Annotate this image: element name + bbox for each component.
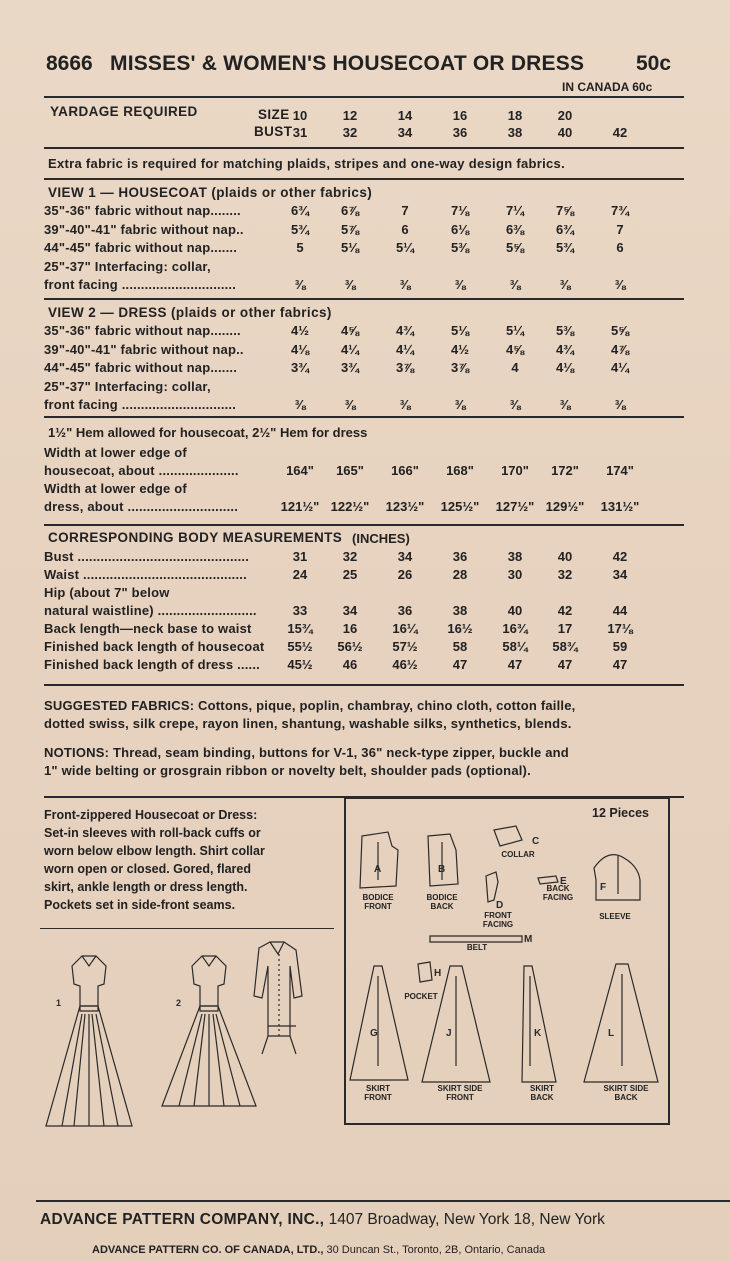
table-row	[44, 621, 684, 639]
table-cell: 57½	[392, 639, 418, 654]
table-cell: 47	[612, 657, 628, 672]
table-cell: 31	[292, 549, 308, 564]
table-cell: 170"	[501, 463, 529, 478]
table-row	[44, 463, 684, 481]
table-cell: 6¾	[555, 221, 575, 237]
table-cell: 3⅞	[395, 360, 415, 375]
description	[44, 806, 324, 914]
row-label: natural waistline) ..........................	[44, 603, 257, 618]
table-cell: ⅜	[509, 277, 521, 292]
row-label: Hip (about 7" below	[44, 585, 170, 600]
table-cell: 3¾	[340, 360, 360, 375]
fabrics-line2: dotted swiss, silk crepe, rayon linen, shantung, washable silks, synthetics, blends.	[44, 716, 572, 731]
table-cell: 4¼	[340, 341, 360, 357]
table-cell: 129½"	[545, 499, 585, 514]
table-cell: 4⅝	[505, 341, 525, 357]
table-cell: ⅜	[454, 277, 466, 292]
description-line: worn below elbow length. Shirt collar	[44, 844, 265, 858]
table-cell: ⅜	[509, 397, 521, 412]
table-cell: ⅜	[614, 397, 626, 412]
table-cell: ⅜	[559, 397, 571, 412]
table-row	[44, 277, 684, 295]
row-label: Width at lower edge of	[44, 481, 187, 496]
piece-letter-c: C	[532, 836, 540, 847]
table-cell: 5⅝	[505, 240, 525, 255]
bust-cell: 38	[507, 125, 523, 140]
table-row	[44, 360, 684, 378]
table-cell: 46	[342, 657, 358, 672]
piece-name-b: BODICE BACK	[426, 893, 458, 911]
table-cell: 17	[557, 621, 573, 636]
table-cell: 34	[342, 603, 358, 618]
row-label: Width at lower edge of	[44, 445, 187, 460]
table-cell: 5⅝	[610, 323, 630, 338]
row-label: 35"-36" fabric without nap........	[44, 203, 241, 218]
notions-line1: Thread, seam binding, buttons for V-1, 36" neck-type zipper, buckle and	[112, 745, 569, 760]
table-cell: 4⅝	[340, 323, 360, 338]
table-row	[44, 445, 684, 463]
row-label: front facing ..............................	[44, 277, 237, 292]
table-row	[44, 240, 684, 258]
pattern-number: 8666	[46, 52, 93, 75]
table-cell: 6⅞	[340, 203, 360, 218]
table-cell: ⅜	[344, 277, 356, 292]
fabrics-line1: Cottons, pique, poplin, chambray, chino cloth, cotton faille,	[198, 698, 576, 713]
table-cell: 34	[612, 567, 628, 582]
size-label: SIZE	[258, 107, 290, 122]
table-cell: ⅜	[559, 277, 571, 292]
table-cell: 6¾	[290, 203, 310, 218]
body-title: CORRESPONDING BODY MEASUREMENTS	[48, 530, 343, 545]
extra-fabric-note: Extra fabric is required for matching plaids, stripes and one-way design fabrics.	[48, 156, 565, 171]
view2-title: VIEW 2 — DRESS (plaids or other fabrics)	[48, 305, 332, 320]
row-label: Finished back length of housecoat	[44, 639, 265, 654]
table-cell: 121½"	[280, 499, 320, 514]
bust-row	[44, 125, 684, 143]
table-cell: 5¼	[505, 323, 525, 338]
piece-name-a: BODICE FRONT	[362, 893, 394, 911]
bust-cell: 34	[397, 125, 413, 140]
table-cell: 5⅛	[450, 323, 470, 338]
row-label: Finished back length of dress ......	[44, 657, 260, 672]
table-cell: ⅜	[294, 277, 306, 292]
table-cell: 4¼	[610, 360, 630, 375]
size-cell: 16	[452, 108, 468, 123]
suggested-fabrics	[44, 697, 694, 733]
table-cell: 123½"	[385, 499, 425, 514]
piece-letter-e: E	[560, 876, 567, 887]
table-cell: 5	[296, 240, 304, 255]
piece-name-c: COLLAR	[501, 850, 535, 859]
table-row	[44, 639, 684, 657]
price: 50c	[636, 52, 672, 75]
table-cell: 4⅛	[555, 360, 575, 375]
table-row	[44, 259, 684, 277]
piece-name-h: POCKET	[404, 992, 438, 1001]
size-cell: 14	[397, 108, 413, 123]
table-cell: 32	[342, 549, 358, 564]
table-cell: 6⅛	[450, 221, 470, 237]
table-cell: 6⅜	[505, 221, 525, 237]
table-cell: 7	[401, 203, 409, 218]
row-label: Bust .............................................	[44, 549, 250, 564]
row-label: 25"-37" Interfacing: collar,	[44, 258, 211, 274]
table-cell: 164"	[286, 463, 314, 478]
table-cell: 4¼	[395, 341, 415, 357]
table-row	[44, 323, 684, 341]
table-cell: 40	[507, 603, 523, 618]
pattern-pieces-diagram	[346, 820, 664, 1118]
description-line: Front-zippered Housecoat or Dress:	[44, 808, 258, 822]
table-cell: ⅜	[454, 397, 466, 412]
garment-illustrations	[34, 936, 334, 1136]
piece-letter-m: M	[524, 934, 533, 945]
piece-letter-f: F	[600, 882, 607, 893]
table-cell: 5¾	[290, 221, 310, 237]
description-line: Pockets set in side-front seams.	[44, 898, 236, 912]
piece-name-j: SKIRT SIDE FRONT	[437, 1084, 483, 1102]
company-name: ADVANCE PATTERN COMPANY, INC.,	[40, 1211, 325, 1228]
table-cell: 16½	[447, 621, 473, 636]
notions-line2: 1" wide belting or grosgrain ribbon or novelty belt, shoulder pads (optional).	[44, 763, 531, 778]
table-cell: ⅜	[399, 397, 411, 412]
table-cell: 5⅜	[450, 240, 470, 255]
size-cell: 10	[292, 108, 308, 123]
table-row	[44, 549, 684, 567]
table-cell: 34	[397, 549, 413, 564]
canada-price: IN CANADA 60c	[562, 80, 653, 94]
description-line: Set-in sleeves with roll-back cuffs or	[44, 826, 261, 840]
pieces-count: 12 Pieces	[592, 806, 649, 820]
footer-canada	[92, 1244, 545, 1256]
size-row	[44, 108, 684, 126]
table-cell: 7⅛	[450, 203, 470, 218]
table-cell: 16	[342, 621, 358, 636]
table-cell: 166"	[391, 463, 419, 478]
table-cell: 42	[612, 549, 628, 564]
size-cell: 18	[507, 108, 523, 123]
table-cell: 58	[452, 639, 468, 654]
table-cell: 3⅞	[450, 360, 470, 375]
piece-letter-d: D	[496, 900, 504, 911]
table-row	[44, 379, 684, 397]
table-cell: 6	[616, 240, 624, 255]
size-cell: 12	[342, 108, 358, 123]
table-cell: 168"	[446, 463, 474, 478]
table-cell: 58¾	[552, 639, 578, 654]
table-row	[44, 397, 684, 415]
bust-cell: 40	[557, 125, 573, 140]
table-cell: 44	[612, 603, 628, 618]
table-cell: 127½"	[495, 499, 535, 514]
table-cell: 5⅞	[340, 221, 360, 237]
canada-address: 30 Duncan St., Toronto, 2B, Ontario, Canada	[326, 1244, 546, 1256]
table-row	[44, 585, 684, 603]
row-label: 25"-37" Interfacing: collar,	[44, 378, 211, 394]
piece-name-m: BELT	[466, 943, 488, 952]
table-cell: 5⅜	[555, 323, 575, 338]
row-label: 44"-45" fabric without nap.......	[44, 360, 238, 375]
table-cell: 7⅝	[555, 203, 575, 218]
table-cell: 45½	[287, 657, 313, 672]
table-cell: 7¼	[505, 203, 525, 218]
piece-name-k: SKIRT BACK	[530, 1084, 554, 1102]
table-row	[44, 342, 684, 360]
piece-name-l: SKIRT SIDE BACK	[603, 1084, 649, 1102]
table-cell: ⅜	[294, 397, 306, 412]
table-cell: 15¾	[287, 621, 313, 636]
table-cell: 47	[452, 657, 468, 672]
table-row	[44, 222, 684, 240]
piece-letter-g: G	[370, 1028, 378, 1039]
hem-note: 1½" Hem allowed for housecoat, 2½" Hem for dress	[48, 425, 368, 440]
view-number-2: 2	[176, 998, 182, 1008]
table-cell: 30	[507, 567, 523, 582]
table-cell: 122½"	[330, 499, 370, 514]
table-row	[44, 657, 684, 675]
table-cell: 172"	[551, 463, 579, 478]
table-cell: 46½	[392, 657, 418, 672]
table-cell: 125½"	[440, 499, 480, 514]
piece-letter-h: H	[434, 968, 442, 979]
row-label: 44"-45" fabric without nap.......	[44, 240, 238, 255]
table-cell: 165"	[336, 463, 364, 478]
row-label: Waist ...........................................	[44, 567, 247, 582]
size-cell: 20	[557, 108, 573, 123]
piece-letter-a: A	[374, 864, 382, 875]
row-label: front facing ..............................	[44, 397, 237, 412]
piece-letter-b: B	[438, 864, 446, 875]
table-cell: 59	[612, 639, 628, 654]
piece-letter-j: J	[446, 1028, 452, 1039]
table-cell: 47	[557, 657, 573, 672]
notions	[44, 744, 704, 780]
bust-cell: 42	[612, 125, 628, 140]
table-cell: 4¾	[395, 323, 415, 338]
table-cell: 4	[511, 360, 519, 375]
table-cell: 4⅞	[610, 341, 630, 357]
table-cell: 3¾	[290, 360, 310, 375]
table-cell: 4½	[290, 323, 310, 338]
table-row	[44, 481, 684, 499]
table-cell: 7	[616, 221, 624, 237]
piece-name-f: SLEEVE	[599, 912, 631, 921]
table-row	[44, 203, 684, 221]
row-label: Back length—neck base to waist	[44, 621, 252, 636]
table-cell: 28	[452, 567, 468, 582]
body-title-units: (INCHES)	[352, 531, 410, 546]
fabrics-label: SUGGESTED FABRICS:	[44, 698, 195, 713]
table-cell: 6	[401, 221, 409, 237]
table-cell: 24	[292, 567, 308, 582]
table-cell: 40	[557, 549, 573, 564]
piece-name-g: SKIRT FRONT	[364, 1084, 392, 1102]
table-cell: 5⅛	[340, 240, 360, 255]
table-cell: 38	[452, 603, 468, 618]
table-cell: 4⅛	[290, 341, 310, 357]
table-cell: 33	[292, 603, 308, 618]
table-row	[44, 603, 684, 621]
table-cell: 17⅛	[607, 621, 633, 636]
piece-name-d: FRONT FACING	[482, 911, 514, 929]
table-row	[44, 499, 684, 517]
table-cell: 5¾	[555, 240, 575, 255]
footer-main	[40, 1211, 605, 1229]
table-cell: 58¼	[502, 639, 528, 654]
piece-letter-l: L	[608, 1028, 615, 1039]
table-cell: 38	[507, 549, 523, 564]
table-cell: 36	[452, 549, 468, 564]
table-cell: 56½	[337, 639, 363, 654]
table-cell: 4¾	[555, 341, 575, 357]
table-cell: 131½"	[600, 499, 640, 514]
table-cell: 4½	[450, 341, 470, 357]
table-cell: 26	[397, 567, 413, 582]
row-label: 35"-36" fabric without nap........	[44, 323, 241, 338]
description-line: skirt, ankle length or dress length.	[44, 880, 248, 894]
bust-label: BUST	[254, 124, 293, 139]
piece-name-e: BACK FACING	[542, 884, 574, 902]
bust-cell: 31	[292, 125, 308, 140]
view1-title: VIEW 1 — HOUSECOAT (plaids or other fabrics)	[48, 185, 373, 200]
row-label: dress, about .............................	[44, 499, 239, 514]
table-cell: ⅜	[614, 277, 626, 292]
table-cell: 174"	[606, 463, 634, 478]
notions-label: NOTIONS:	[44, 745, 110, 760]
bust-cell: 32	[342, 125, 358, 140]
row-label: 39"-40"-41" fabric without nap..	[44, 341, 244, 357]
table-cell: 5¼	[395, 240, 415, 255]
table-cell: 36	[397, 603, 413, 618]
table-cell: 55½	[287, 639, 313, 654]
table-cell: 32	[557, 567, 573, 582]
yardage-label: YARDAGE REQUIRED	[50, 104, 198, 119]
table-cell: 7¾	[610, 203, 630, 218]
table-cell: ⅜	[344, 397, 356, 412]
piece-letter-k: K	[534, 1028, 542, 1039]
canada-company-name: ADVANCE PATTERN CO. OF CANADA, LTD.,	[92, 1244, 324, 1256]
table-cell: 16¼	[392, 621, 418, 636]
description-line: worn open or closed. Gored, flared	[44, 862, 251, 876]
table-cell: 47	[507, 657, 523, 672]
row-label: housecoat, about .....................	[44, 463, 239, 478]
row-label: 39"-40"-41" fabric without nap..	[44, 221, 244, 237]
table-cell: 25	[342, 567, 358, 582]
table-cell: 16¾	[502, 621, 528, 636]
pattern-title: MISSES' & WOMEN'S HOUSECOAT OR DRESS	[110, 52, 585, 75]
table-row	[44, 567, 684, 585]
company-address: 1407 Broadway, New York 18, New York	[328, 1211, 605, 1228]
table-cell: ⅜	[399, 277, 411, 292]
bust-cell: 36	[452, 125, 468, 140]
table-cell: 42	[557, 603, 573, 618]
view-number-1: 1	[56, 998, 62, 1008]
